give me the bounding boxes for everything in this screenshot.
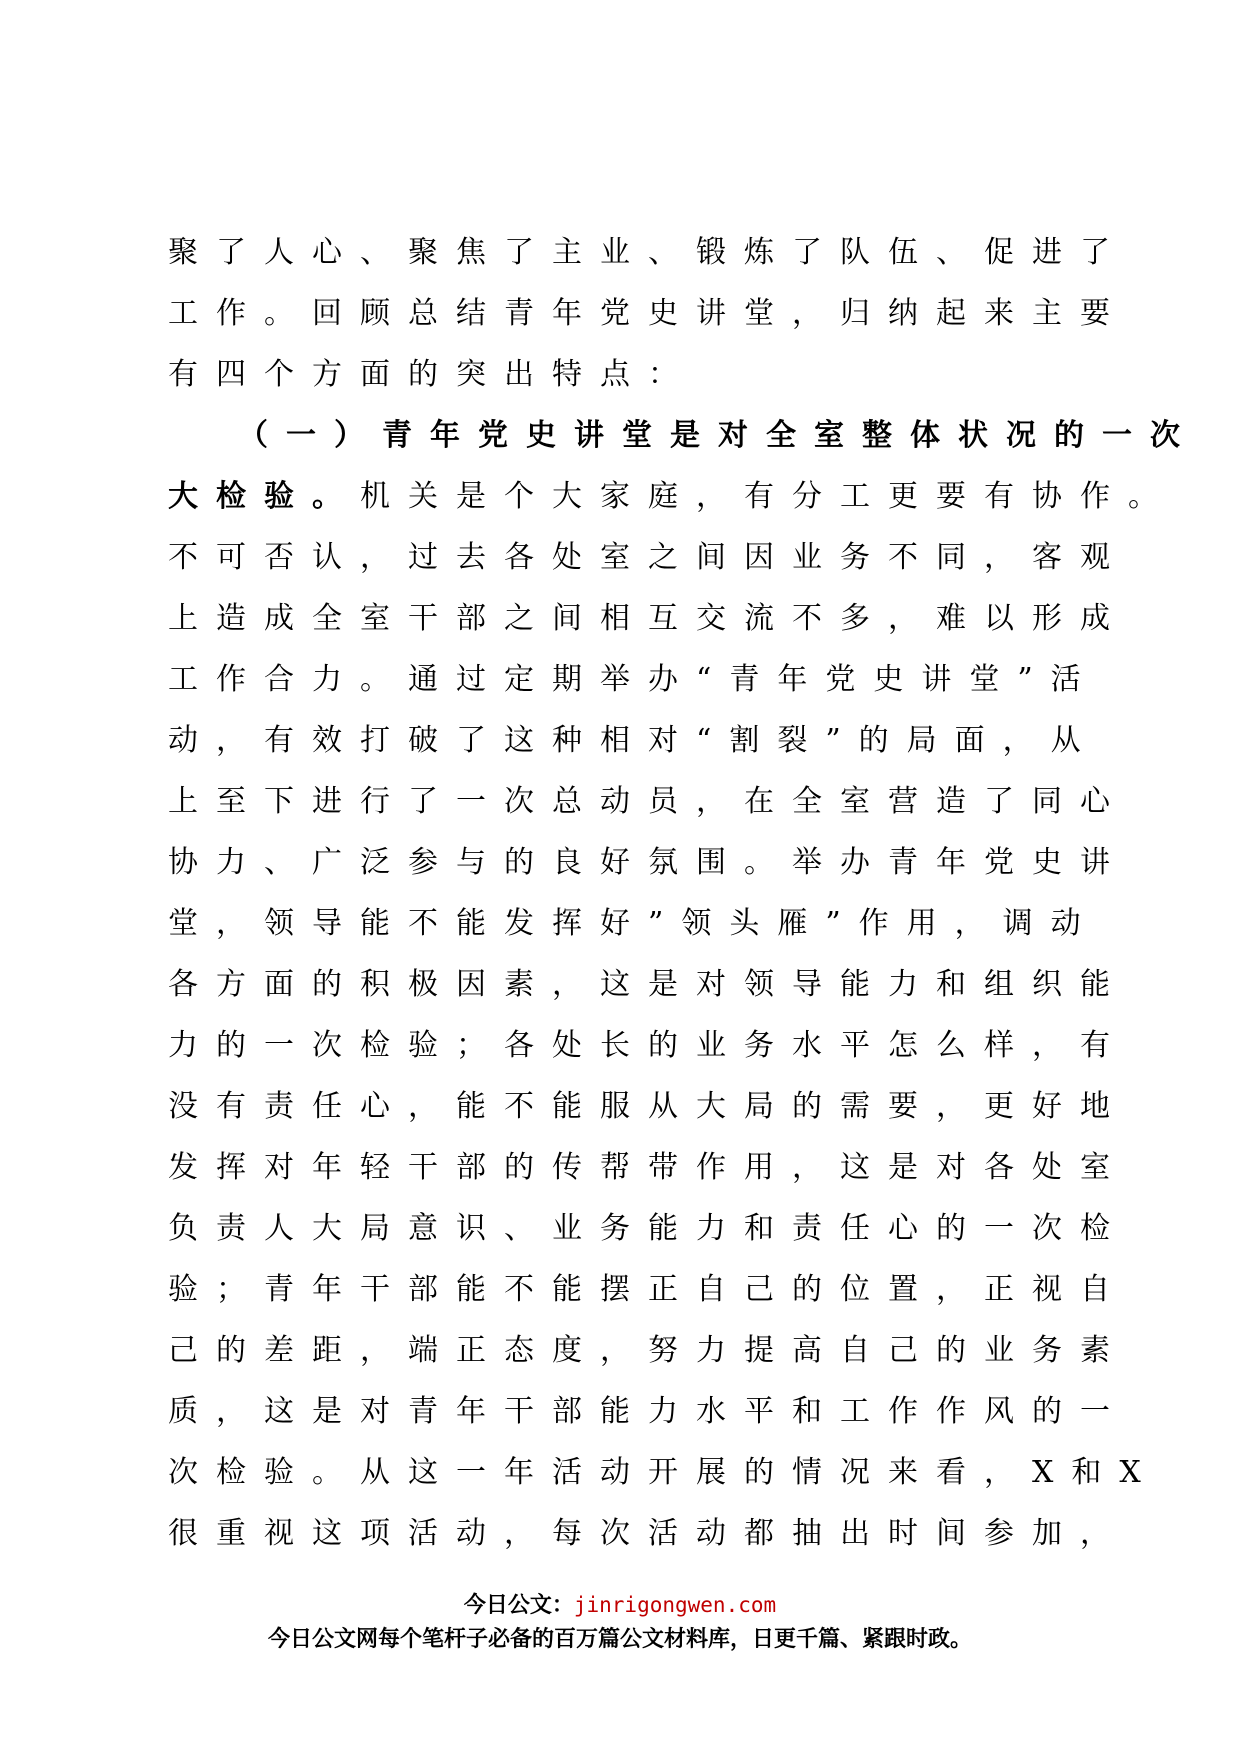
footer-source-label: 今日公文： — [463, 1593, 574, 1618]
body-line-18: 验；青年干部能不能摆正自己的位置，正视自 — [168, 1272, 1128, 1307]
body-line-9: 动，有效打破了这种相对“割裂”的局面，从 — [168, 723, 1099, 758]
body-line-7: 上造成全室干部之间相互交流不多，难以形成 — [168, 601, 1128, 636]
body-line-5 — [168, 466, 1176, 527]
body-line-10: 上至下进行了一次总动员，在全室营造了同心 — [168, 784, 1128, 819]
body-line-21: 次检验。从这一年活动开展的情况来看，X和X — [168, 1455, 1159, 1490]
body-line-2: 工作。回顾总结青年党史讲堂，归纳起来主要 — [168, 296, 1128, 331]
footer-source-link[interactable]: jinrigongwen.com — [573, 1593, 777, 1617]
body-line-1: 聚了人心、聚焦了主业、锻炼了队伍、促进了 — [168, 235, 1128, 270]
section-heading-line-1: （一）青年党史讲堂是对全室整体状况的一次 — [238, 418, 1198, 453]
body-line-12: 堂，领导能不能发挥好”领头雁”作用，调动 — [168, 906, 1099, 941]
body-line-3: 有四个方面的突出特点： — [168, 357, 696, 392]
section-heading-line-2: 大检验。 — [168, 479, 360, 514]
body-line-22: 很重视这项活动，每次活动都抽出时间参加， — [168, 1516, 1128, 1551]
body-line-6: 不可否认，过去各处室之间因业务不同，客观 — [168, 540, 1128, 575]
body-text — [168, 222, 1198, 1564]
body-line-14: 力的一次检验；各处长的业务水平怎么样，有 — [168, 1028, 1128, 1063]
body-line-19: 己的差距，端正态度，努力提高自己的业务素 — [168, 1333, 1128, 1368]
body-line-8: 工作合力。通过定期举办“青年党史讲堂”活 — [168, 662, 1099, 697]
body-line-5-rest: 机关是个大家庭，有分工更要有协作。 — [360, 479, 1176, 514]
body-line-17: 负责人大局意识、业务能力和责任心的一次检 — [168, 1211, 1128, 1246]
body-line-15: 没有责任心，能不能服从大局的需要，更好地 — [168, 1089, 1128, 1124]
body-line-20: 质，这是对青年干部能力水平和工作作风的一 — [168, 1394, 1128, 1429]
body-line-16: 发挥对年轻干部的传帮带作用，这是对各处室 — [168, 1150, 1128, 1185]
footer-tagline: 今日公文网每个笔杆子必备的百万篇公文材料库，日更千篇、紧跟时政。 — [267, 1627, 972, 1652]
footer-source — [0, 1588, 1240, 1619]
body-line-13: 各方面的积极因素，这是对领导能力和组织能 — [168, 967, 1128, 1002]
body-line-11: 协力、广泛参与的良好氛围。举办青年党史讲 — [168, 845, 1128, 880]
